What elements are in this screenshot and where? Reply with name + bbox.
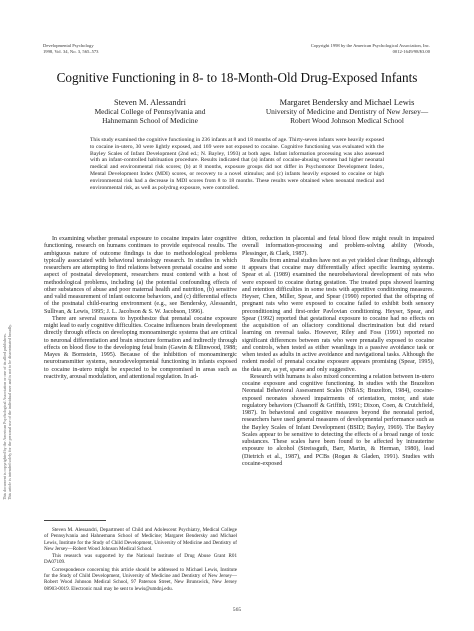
affiliation-left-2: Hahnemann School of Medicine xyxy=(102,115,198,125)
body-column-left xyxy=(44,236,237,381)
side-notice-line-2: This article is intended solely for the personal use of the individual user and is not to be disseminated broadly. xyxy=(7,324,13,500)
body-paragraph: Results from animal studies have not as yet yielded clear findings, although it appears that cocaine may differentially affect specific learning systems. Spear et al. (1989) examined the neurobehavioral development of rats who were exposed to cocaine during gestation. The treated pups showed learning and retention difficulties in some tests with appetitive conditioning measures. Heyser, Chen, Miller, Spear, and Spear (1990) reported that the offspring of pregnant rats who were exposed to cocaine failed to exhibit both sensory preconditioning and first-order Pavlovian conditioning. Heyser, Spear, and Spear (1992) reported that gestational exposure to cocaine had no effects on the acquisition of an olfactory conditional discrimination but did retard learning on reversal tasks. However, Riley and Foss (1991) reported no significant differences between rats who were prenatally exposed to cocaine and controls, when tested as either weanlings in a passive avoidance task or when tested as adults in active avoidance and navigational tasks. Although the rodent model of prenatal cocaine exposure appears promising (Spear, 1995), the data are, as yet, sparse and only suggestive. xyxy=(242,257,434,373)
affiliation-right-1: University of Medicine and Dentistry of New Jersey— xyxy=(265,107,429,116)
author-name-left: Steven M. Alessandri xyxy=(114,98,186,107)
copyright-header xyxy=(230,43,430,54)
journal-citation-header xyxy=(43,43,213,54)
article-title: Cognitive Functioning in 8- to 18-Month-Old Drug-Exposed Infants xyxy=(56,70,418,85)
issn-line: 0012-1649/98/$3.00 xyxy=(392,48,430,54)
body-paragraph: Research with humans is also mixed concerning a relation between in-utero cocaine exposure and cognitive functioning. In studies with the Brazelton Neonatal Behavioral Assessment Scales (NBAS; Brazelton, 1984), cocaine-exposed neonates showed impairments of orientation, motor, and state regulatory behaviors (Chasnoff & Griffith, 1991; Dixon, Coen, & Crutchfield, 1987). In behavioral and cognitive measures beyond the neonatal period, researchers have used general measures of developmental performance such as the Bayley Scales of Infant Development (BSID; Bayley, 1969). The Bayley Scales appear to be sensitive to detecting the effects of a broad range of toxic substances. These scales have been found to be affected by intrauterine exposure to alcohol (Streissguth, Barr, Martin, & Herman, 1980), lead (Dietrich et al., 1987), and PCBs (Rogan & Gladen, 1991). Studies with cocaine-exposed xyxy=(242,373,434,467)
author-block-left xyxy=(60,98,240,125)
page-number: 565 xyxy=(232,607,242,613)
footnote: This research was supported by the National Institute of Drug Abuse Grant R01 DA07109. xyxy=(44,553,237,566)
affiliation-right-2: Robert Wood Johnson Medical School xyxy=(290,115,404,125)
author-name-right: Margaret Bendersky and Michael Lewis xyxy=(279,98,415,107)
copyright-line: Copyright 1998 by the American Psychological Association, Inc. xyxy=(310,43,430,48)
body-column-right xyxy=(242,236,434,468)
journal-volume: 1998, Vol. 34, No. 3, 565–573 xyxy=(43,48,99,54)
footnote: Correspondence concerning this article should be addressed to Michael Lewis, Institute for the Study of Child Development, University of Medicine and Dentistry of New Jersey—Robert Wood Johnson Medical School, 97 Paterson Street, New Brunswick, New Jersey 08903-0019. Electronic mail may be sent to lewis@umdnj.edu. xyxy=(44,566,237,592)
abstract: This study examined the cognitive functioning in 236 infants at 8 and 18 months of age. Thirty-seven infants were heavily exposed to cocaine in-utero, 30 were lightly exposed, and 169 were not exposed to cocaine. Cognitive functioning was evaluated with the Bayley Scales of Infant Development (2nd ed.; N. Bayley, 1993) at both ages. Infant information processing was also assessed with an infant-controlled habituation procedure. Results indicated that (a) infants of cocaine-abusing women had higher neonatal medical and environmental risk scores; (b) at 8 months, exposure groups did not differ in Psychomotor Development Index, Mental Development Index (MDI) scores, or recovery to a novel stimulus; and (c) infants heavily exposed to cocaine or high environmental risk had a decrease in MDI scores from 8 to 18 months. These results were obtained when neonatal medical and environmental risk, as well as polydrug exposure, were controlled. xyxy=(90,137,384,191)
footnote: Steven M. Alessandri, Department of Child and Adolescent Psychiatry, Medical College of Pennsylvania and Hahnemann School of Medicine; Margaret Bendersky and Michael Lewis, Institute for the Study of Child Development, University of Medicine and Dentistry of New Jersey—Robert Wood Johnson Medical School. xyxy=(44,527,237,552)
body-paragraph: dition, reduction in placental and fetal blood flow might result in impaired overall information-processing and problem-solving ability (Woods, Plessinger, & Clark, 1987). xyxy=(242,236,434,257)
author-block-right xyxy=(252,98,442,125)
footnote-divider xyxy=(44,520,106,521)
author-note-footnotes xyxy=(44,527,237,593)
body-paragraph: There are several reasons to hypothesize that prenatal cocaine exposure might lead to early cognitive difficulties. Cocaine influences brain development directly through effects on developing monoaminergic systems that are critical to neuronal differentiation and brain structure formation and indirectly through effects on blood flow to the developing fetal brain (Gawin & Ellinwood, 1988; Mayes & Bornstein, 1995). Because of the inhibition of monoaminergic neurotransmitter systems, neurodevelopmental functioning in infants exposed to cocaine in-utero might be expected to be compromised in areas such as reactivity, arousal modulation, and attentional regulation. In ad- xyxy=(44,315,237,380)
side-notice-line-1: This document is copyrighted by the American Psychological Association or one of its allied publishers. xyxy=(2,333,7,500)
body-paragraph: In examining whether prenatal exposure to cocaine impairs later cognitive functioning, research on humans continues to provide equivocal results. The ambiguous nature of outcome findings is due to methodological problems typically associated with behavioral teratology research. In studies in which researchers are attempting to find relations between prenatal cocaine and some aspect of postnatal development, researchers must contend with a host of methodological problems, including (a) the potential confounding effects of other substances of abuse and poor maternal health and nutrition, (b) sensitive and valid measurement of infant outcome behaviors, and (c) differential effects of the postnatal child-rearing environment (e.g., see Bendersky, Alessandri, Sullivan, & Lewis, 1995; J. L. Jacobson & S. W. Jacobson, 1996). xyxy=(44,236,237,315)
journal-name: Developmental Psychology xyxy=(43,43,94,48)
affiliation-left-1: Medical College of Pennsylvania and xyxy=(94,107,206,116)
copyright-side-notice xyxy=(2,130,22,500)
